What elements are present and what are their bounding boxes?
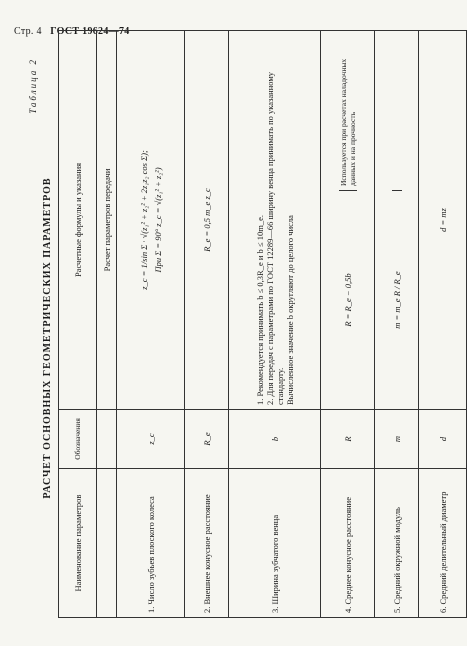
table-row: [229, 31, 321, 618]
table-row: [375, 31, 419, 618]
row-symbol: b: [229, 410, 321, 469]
section-title: Расчет параметров передачи: [97, 31, 117, 410]
row-symbol: m: [375, 410, 419, 469]
page-label: Стр. 4: [14, 26, 42, 37]
row-symbol: R_e: [185, 410, 229, 469]
row-symbol: z_c: [117, 410, 185, 469]
row-symbol: d: [419, 410, 467, 469]
table-row: [419, 31, 467, 618]
row-name: 1. Число зубьев плоского колеса: [117, 469, 185, 618]
row-symbol: R: [321, 410, 375, 469]
row-formula: d = mz: [419, 31, 467, 410]
column-header-name: Наименование параметров: [59, 469, 97, 618]
row-formula: R = R_e − 0,5b Используется при расчетах наладочных данных и на прочность: [321, 31, 375, 410]
row-name: 3. Ширина зубчатого венца: [229, 469, 321, 618]
row-name: 6. Средний делительный диаметр: [419, 469, 467, 618]
row-note: Используется при расчетах наладочных данных и на прочность: [338, 58, 357, 186]
row-formula: z_c = 1/sin Σ · √(z₁² + z₂² + 2z₁z₂ cos Σ); При Σ = 90° z_c = √(z₁² + z₂²): [117, 31, 185, 410]
table-row: [117, 31, 185, 618]
section-row: [97, 31, 117, 618]
row-formula: 1. Рекомендуется принимать b ≤ 0,3R_e и b ≤ 10m_e. 2. Для передач с параметрами по ГОСТ 12289—66 ширину венца принимать по указанному стандарту. Вычисленное значение b округляют до целого числа: [229, 31, 321, 410]
row-formula: R_e = 0,5 m_e z_c: [185, 31, 229, 410]
column-header-symbol: Обозначения: [59, 410, 97, 469]
row-name: 5. Средний окружной модуль: [375, 469, 419, 618]
row-formula: m = m_e R / R_e: [375, 31, 419, 410]
row-name: 4. Среднее конусное расстояние: [321, 469, 375, 618]
standard-number: ГОСТ 19624—74: [50, 26, 130, 37]
table-title: РАСЧЕТ ОСНОВНЫХ ГЕОМЕТРИЧЕСКИХ ПАРАМЕТРОВ: [42, 177, 53, 499]
row-name: 2. Внешнее конусное расстояние: [185, 469, 229, 618]
table-row: [185, 31, 229, 618]
table-row: [321, 31, 375, 618]
column-header-formula: Расчетные формулы и указания: [59, 31, 97, 410]
table-label: Таблица 2: [28, 58, 38, 114]
parameters-table: [58, 30, 467, 618]
table-header-row: [59, 31, 97, 618]
rotated-table-page: [28, 58, 448, 618]
